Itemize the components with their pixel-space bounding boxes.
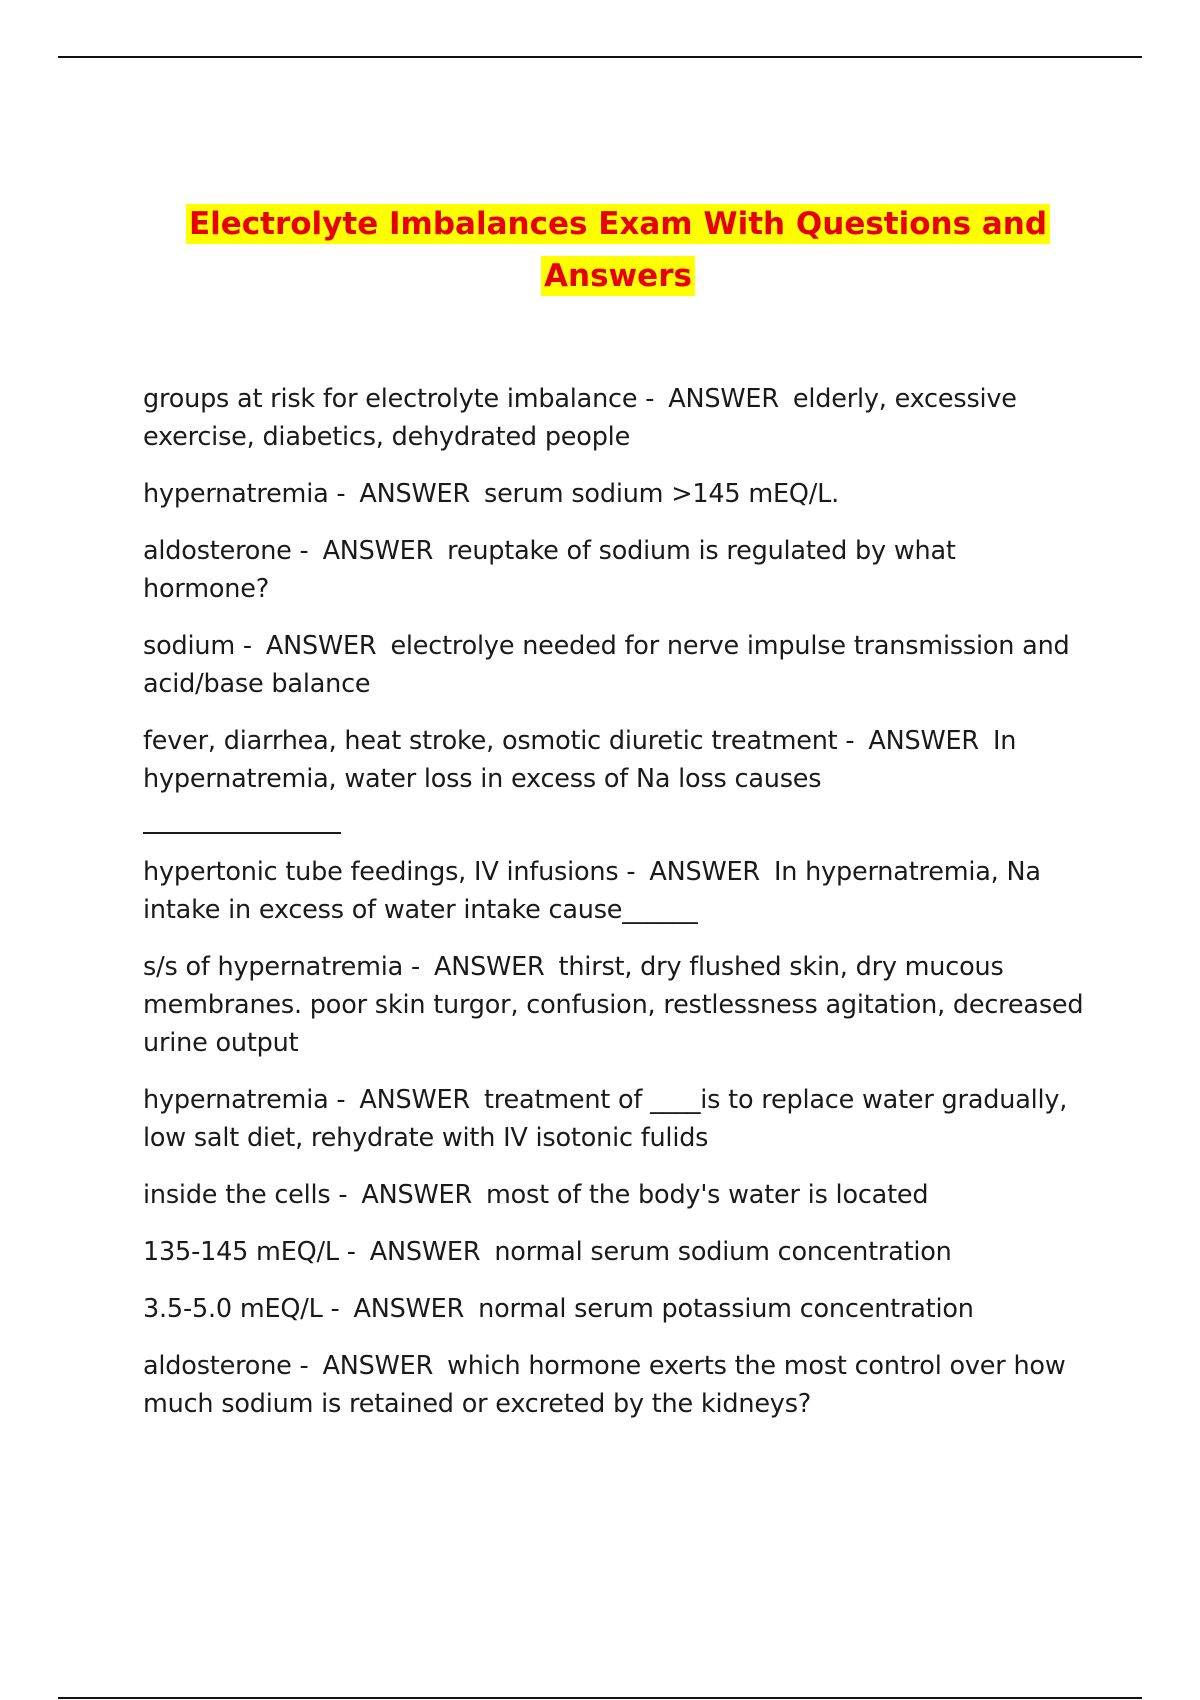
- answer-label: ANSWER: [353, 1294, 465, 1324]
- header-rule: [58, 56, 1142, 58]
- title-line-2: Answers: [541, 256, 695, 296]
- qa-item: [143, 1233, 1088, 1271]
- qa-answer: reuptake of sodium is regulated by what hormone?: [143, 536, 956, 604]
- qa-term: aldosterone -: [143, 536, 309, 566]
- qa-answer: thirst, dry flushed skin, dry mucous membranes. poor skin turgor, confusion, restlessness agitation, decreased urine output: [143, 952, 1084, 1058]
- qa-item: [143, 853, 1088, 929]
- qa-answer: most of the body's water is located: [485, 1180, 929, 1210]
- qa-answer: which hormone exerts the most control over how much sodium is retained or excreted by the kidneys?: [143, 1351, 1066, 1419]
- qa-answer: In hypernatremia, Na intake in excess of water intake cause______: [143, 857, 1041, 925]
- footer-rule: [58, 1697, 1142, 1699]
- qa-term: inside the cells -: [143, 1180, 348, 1210]
- qa-item: [143, 380, 1088, 456]
- answer-label: ANSWER: [649, 857, 760, 887]
- qa-list: [143, 380, 1088, 1442]
- answer-label: ANSWER: [265, 631, 377, 661]
- qa-item: [143, 722, 1088, 834]
- answer-blank-line: [143, 802, 341, 834]
- answer-label: ANSWER: [322, 1351, 434, 1381]
- answer-label: ANSWER: [433, 952, 545, 982]
- document-title: [0, 198, 1200, 302]
- answer-label: ANSWER: [322, 536, 434, 566]
- answer-label: ANSWER: [668, 384, 779, 414]
- qa-answer: In hypernatremia, water loss in excess of Na loss causes: [143, 726, 1017, 794]
- qa-item: [143, 475, 1088, 513]
- qa-item: [143, 948, 1088, 1062]
- qa-term: 135-145 mEQ/L -: [143, 1237, 356, 1267]
- qa-answer: treatment of ____is to replace water gradually, low salt diet, rehydrate with IV isotonic fulids: [143, 1085, 1068, 1153]
- qa-item: [143, 1347, 1088, 1423]
- qa-term: s/s of hypernatremia -: [143, 952, 420, 982]
- answer-label: ANSWER: [359, 479, 470, 509]
- qa-answer: serum sodium >145 mEQ/L.: [483, 479, 840, 509]
- qa-item: [143, 1290, 1088, 1328]
- title-line-1: Electrolyte Imbalances Exam With Questions and: [186, 204, 1050, 244]
- answer-label: ANSWER: [361, 1180, 472, 1210]
- qa-term: hypertonic tube feedings, IV infusions -: [143, 857, 636, 887]
- qa-term: sodium -: [143, 631, 252, 661]
- qa-term: groups at risk for electrolyte imbalance -: [143, 384, 655, 414]
- qa-answer: electrolye needed for nerve impulse transmission and acid/base balance: [143, 631, 1070, 699]
- qa-term: aldosterone -: [143, 1351, 309, 1381]
- qa-answer: normal serum potassium concentration: [478, 1294, 974, 1324]
- qa-term: hypernatremia -: [143, 1085, 346, 1115]
- answer-label: ANSWER: [369, 1237, 481, 1267]
- qa-term: hypernatremia -: [143, 479, 346, 509]
- qa-answer: elderly, excessive exercise, diabetics, dehydrated people: [143, 384, 1017, 452]
- answer-label: ANSWER: [868, 726, 979, 756]
- qa-term: fever, diarrhea, heat stroke, osmotic diuretic treatment -: [143, 726, 855, 756]
- qa-item: [143, 627, 1088, 703]
- qa-item: [143, 1176, 1088, 1214]
- qa-answer: normal serum sodium concentration: [494, 1237, 952, 1267]
- qa-item: [143, 532, 1088, 608]
- qa-item: [143, 1081, 1088, 1157]
- qa-term: 3.5-5.0 mEQ/L -: [143, 1294, 340, 1324]
- answer-label: ANSWER: [359, 1085, 470, 1115]
